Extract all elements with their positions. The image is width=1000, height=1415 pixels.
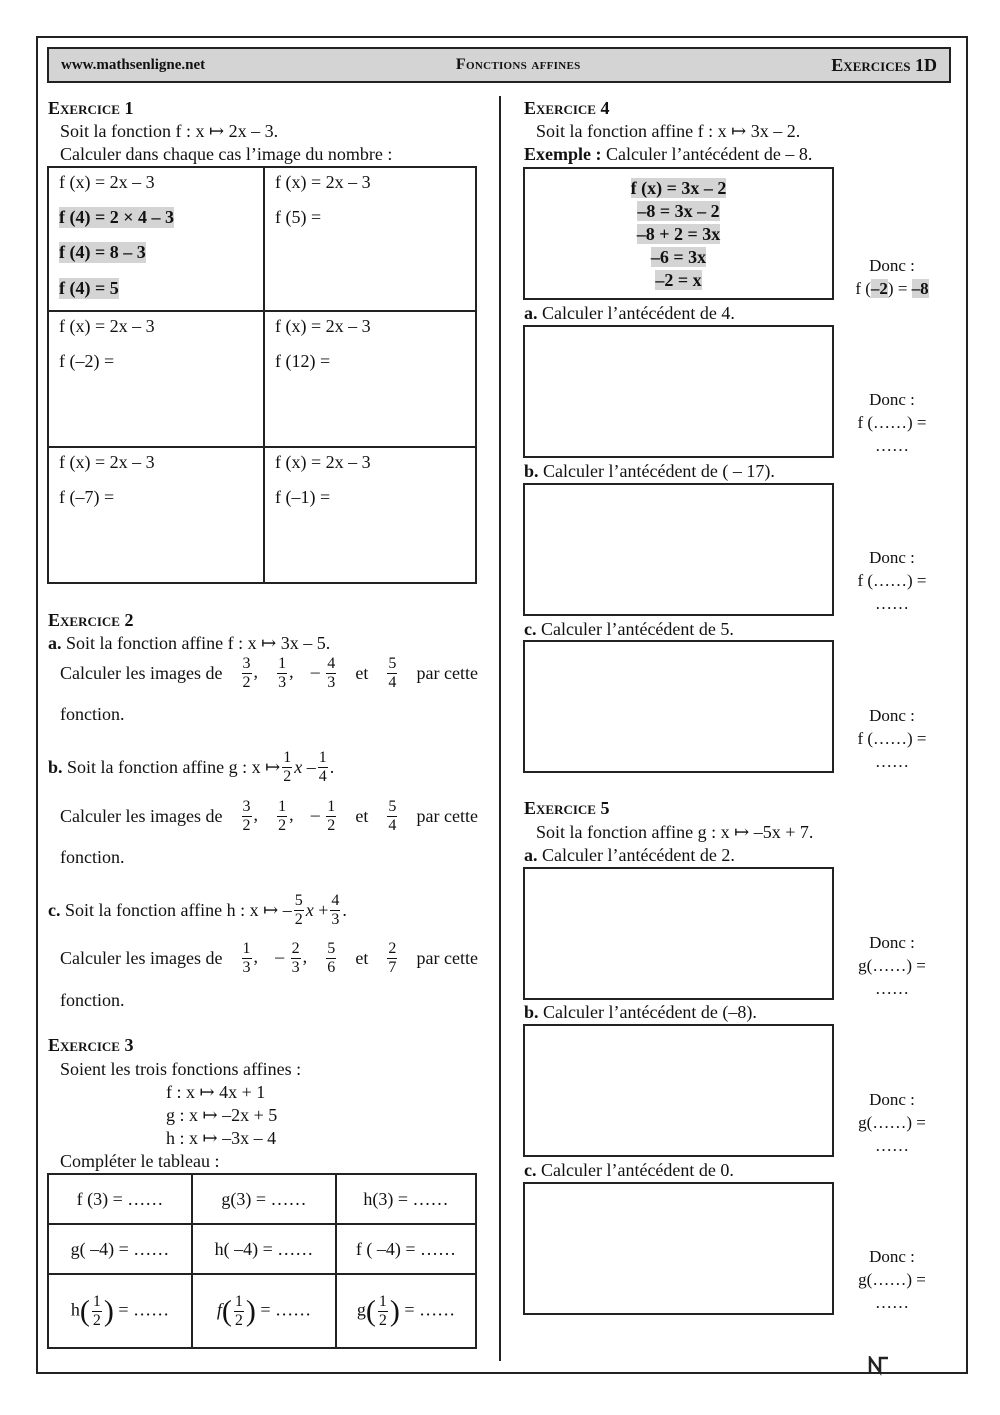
ex4-statement: Soit la fonction affine f : x ↦ 3x – 2. [536, 121, 801, 141]
ex1-fm2: f (–2) = [59, 351, 115, 371]
ex1-step1: f (4) = 2 × 4 – 3 [59, 207, 174, 227]
ex4-title: Exercice 4 [524, 98, 610, 118]
ex4-b-result: Donc : f (……) = …… [857, 548, 927, 613]
ex5-statement: Soit la fonction affine g : x ↦ –5x + 7. [536, 822, 814, 842]
ex1-cell-m1 [264, 447, 476, 583]
ex4-c-question: c. Calculer l’antécédent de 5. [524, 619, 734, 639]
ex5-a-question: a. Calculer l’antécédent de 2. [524, 845, 735, 865]
ex2-c-calc: Calculer les images de $\frac{1}{3}$ , – $\frac{2}{3}$ , $\frac{5}{6}$ et $\frac{2}{7}$ par cette [60, 940, 478, 976]
ex3-statement: Soient les trois fonctions affines : [60, 1059, 302, 1079]
ex3-cell-g3: g(3) = …… [192, 1174, 336, 1224]
ex2-a-statement: a. Soit la fonction affine f : x ↦ 3x – 5. [48, 633, 331, 653]
ex4-c-result: Donc : f (……) = …… [857, 706, 927, 771]
ex1-f5: f (5) = [275, 207, 322, 227]
ex1-base: f (x) = 2x – 3 [275, 452, 371, 472]
ex1-step2: f (4) = 8 – 3 [59, 242, 146, 262]
ex4-a-question: a. Calculer l’antécédent de 4. [524, 303, 735, 323]
ex2-b-fonction: fonction. [60, 847, 125, 867]
ex1-instruction: Calculer dans chaque cas l’image du nombre : [60, 144, 393, 164]
ex1-cell-5 [264, 167, 476, 311]
ex2-title: Exercice 2 [48, 610, 134, 630]
page-title: Fonctions affines [455, 56, 581, 73]
ex1-base: f (x) = 2x – 3 [59, 316, 155, 336]
ex1-base: f (x) = 2x – 3 [59, 172, 155, 192]
page-header [47, 47, 951, 83]
ex1-base: f (x) = 2x – 3 [275, 172, 371, 192]
page-corner-mark-icon [866, 1356, 890, 1376]
ex1-step3: f (4) = 5 [59, 278, 119, 298]
ex1-cell-m7 [48, 447, 264, 583]
ex2-c-fonction: fonction. [60, 990, 125, 1010]
site-name: www.mathsenligne.net [61, 56, 206, 73]
ex1-statement: Soit la fonction f : x ↦ 2x – 3. [60, 121, 279, 141]
ex3-h-def: h : x ↦ –3x – 4 [166, 1128, 277, 1148]
ex4-a-result: Donc : f (……) = …… [857, 390, 927, 455]
ex1-f12: f (12) = [275, 351, 331, 371]
ex3-table [47, 1173, 477, 1349]
ex1-cell-example [48, 167, 264, 311]
ex5-c-answer-box[interactable] [523, 1182, 834, 1315]
ex3-cell-h3: h(3) = …… [336, 1174, 476, 1224]
ex2-b-statement: b. Soit la fonction affine g : x ↦ $\frac{1}{2}$ x – $\frac{1}{4}$ . [48, 749, 335, 785]
ex2-a-fonction: fonction. [60, 704, 125, 724]
exercise-code: Exercices 1D [831, 54, 937, 75]
ex1-title: Exercice 1 [48, 98, 134, 118]
ex5-b-question: b. Calculer l’antécédent de (–8). [524, 1002, 757, 1022]
ex3-cell-g-half: g( $\frac{1}{2}$ ) = …… [336, 1274, 476, 1348]
ex3-cell-f-half: f( $\frac{1}{2}$ ) = …… [192, 1274, 336, 1348]
ex3-cell-h-half: h( $\frac{1}{2}$ ) = …… [48, 1274, 192, 1348]
ex3-cell-gm4: g( –4) = …… [48, 1224, 192, 1274]
ex1-cell-m2 [48, 311, 264, 447]
ex3-cell-f3: f (3) = …… [48, 1174, 192, 1224]
ex4-example-box [523, 167, 834, 300]
ex4-example-steps: f (x) = 3x – 2 –8 = 3x – 2 –8 + 2 = 3x –6 = 3x –2 = x [630, 178, 727, 290]
ex1-cell-12 [264, 311, 476, 447]
ex5-title: Exercice 5 [524, 798, 610, 818]
ex2-a-calc: Calculer les images de $\frac{3}{2}$ , $\frac{1}{3}$ , – $\frac{4}{3}$ et $\frac{5}{4}$ par cette [60, 655, 478, 691]
ex3-f-def: f : x ↦ 4x + 1 [166, 1082, 266, 1102]
ex1-fm7: f (–7) = [59, 487, 115, 507]
ex2-c-statement: c. Soit la fonction affine h : x ↦ – $\frac{5}{2}$ x + $\frac{4}{3}$ . [48, 892, 347, 928]
ex4-c-answer-box[interactable] [523, 640, 834, 773]
ex5-b-answer-box[interactable] [523, 1024, 834, 1157]
ex1-table [47, 166, 477, 584]
ex5-b-result: Donc : g(……) = …… [858, 1090, 926, 1155]
ex3-cell-fm4: f ( –4) = …… [336, 1224, 476, 1274]
ex5-c-question: c. Calculer l’antécédent de 0. [524, 1160, 734, 1180]
ex1-fm1: f (–1) = [275, 487, 331, 507]
ex4-a-answer-box[interactable] [523, 325, 834, 458]
ex3-g-def: g : x ↦ –2x + 5 [166, 1105, 278, 1125]
ex4-example: Exemple : Calculer l’antécédent de – 8. [524, 144, 813, 164]
ex3-instruction: Compléter le tableau : [60, 1151, 220, 1171]
ex5-c-result: Donc : g(……) = …… [858, 1247, 926, 1312]
ex3-cell-hm4: h( –4) = …… [192, 1224, 336, 1274]
ex4-example-result: Donc : f (–2) = –8 [855, 256, 929, 298]
ex2-b-calc: Calculer les images de $\frac{3}{2}$ , $\frac{1}{2}$ , – $\frac{1}{2}$ et $\frac{5}{4}$ par cette [60, 798, 478, 834]
column-divider [499, 96, 501, 1361]
ex4-b-answer-box[interactable] [523, 483, 834, 616]
ex3-title: Exercice 3 [48, 1035, 134, 1055]
ex4-b-question: b. Calculer l’antécédent de ( – 17). [524, 461, 775, 481]
ex1-base: f (x) = 2x – 3 [59, 452, 155, 472]
ex5-a-answer-box[interactable] [523, 867, 834, 1000]
ex5-a-result: Donc : g(……) = …… [858, 933, 926, 998]
ex1-base: f (x) = 2x – 3 [275, 316, 371, 336]
